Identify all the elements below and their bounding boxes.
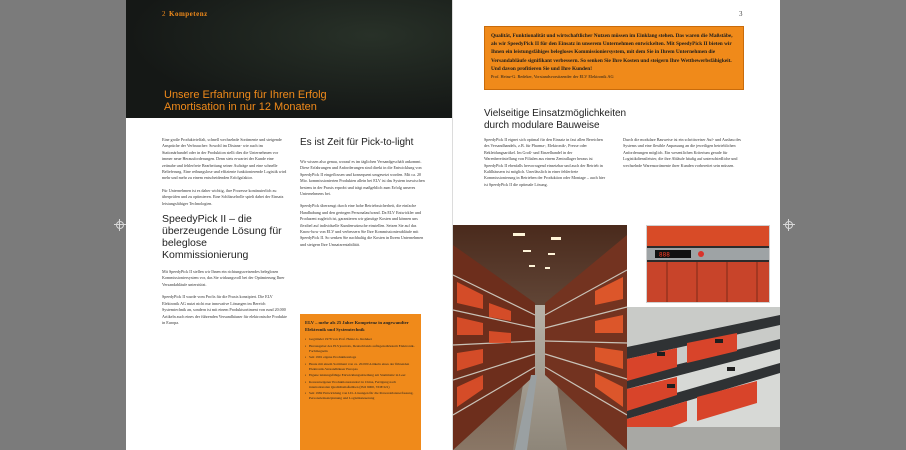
section-heading: Vielseitige Einsatzmöglichkeiten durch modulare Bauweise [484, 108, 627, 131]
company-facts-box [300, 314, 421, 450]
paragraph: SpeedyPick überzeugt durch eine hohe Betriebssicherheit, die einfache Handhabung und den geringen Personalaufwand. Da ELV Entwickler und Produzent zugleich ist, garantieren wir günstige Kosten und können uns flexibel auf individuelle Kundenwünsche einstellen. Setzen Sie auf das Know-how von ELV und verbessern Sie Ihre Kommissionierabläufe mit SpeedyPick II. So senken Sie nachhaltig die Kosten in Ihrem Unternehmen und steigern Ihre Umsatzrentabilität. [300, 203, 424, 247]
quote-text: Qualität, Funktionalität und wirtschaftlicher Nutzen müssen im Einklang stehen. Das waren die Maßstäbe, als wir SpeedyPick II für den Einsatz in unserem Unternehmen entwickelten. Mit SpeedyPick II bieten wir Ihnen ein leistungsfähiges belegloses Kommissioniersystem, mit dem Sie in Ihrem Unternehmen die Versandabläufe signifikant verbessern. So senken Sie Ihre Kosten und steigern Ihre Wettbewerbsfähigkeit. Und davon profitieren Sie und Ihre Kunden! [491, 33, 733, 72]
picking-rack-photo [627, 307, 780, 450]
warehouse-aisle-photo [453, 225, 627, 450]
right-column-2 [623, 137, 753, 175]
quote-author: Prof. Heinz-G. Redeker, Vorstandsvorsitzender der ELV Elektronik AG [491, 74, 614, 80]
left-column-2 [300, 137, 425, 254]
right-column-1 [484, 137, 606, 194]
list-item: ▪ Heute mit einem Sortiment von ca. 20.000 Artikeln eines der führenden Elektronik-Versandhäuser Europas [305, 362, 416, 372]
page-number-right: 3 [739, 10, 743, 18]
list-item: ▪ Seit 1991 eigene Produktkataloge [305, 355, 416, 360]
section-label: Kompetenz [169, 10, 208, 18]
list-item: ▪ Eigene leistungsfähige Entwicklungsabteilung am Stammsitz in Leer [305, 373, 416, 378]
hero-headline: Unsere Erfahrung für Ihren Erfolg [164, 89, 327, 101]
crop-mark-right [783, 219, 795, 231]
right-page [453, 0, 780, 450]
page-number-left [162, 10, 208, 18]
quote-box [484, 26, 744, 90]
left-page [126, 0, 453, 450]
list-item: ▪ Herausgeber des ELVjournals, Deutschlands auflagenstärkstem Elektronik-Fachmagazin [305, 344, 416, 354]
facts-title: ELV – mehr als 25 Jahre Kompetenz in angewandter Elektronik und Systemtechnik [305, 320, 409, 332]
section-heading: Es ist Zeit für Pick-to-light [300, 137, 414, 148]
crop-mark-left [114, 219, 126, 231]
page-number: 2 [162, 10, 166, 18]
list-item: ▪ Konzerneigener Produktionsstandort in China, Fertigung nach internationalen Qualitätsmaßstäben (ISO 9000, VDE/GS) [305, 380, 416, 390]
paragraph: Durch die modulare Bauweise ist ein schrittweiser Auf- und Ausbau des Systems und eine flexible Anpassung an die jeweiligen betrieblichen Anforderungen möglich. Ein wesentlichen Kriterium gerade für Logistikdienstleister, die ihre Abläufe häufig auf unterschiedliche und wechselnde Warensortimente ihrer Kunden vorbereitet sein müssen. [623, 137, 742, 168]
paragraph: Für Unternehmen ist es daher wichtig, ihre Prozesse kontinuierlich zu überprüfen und zu optimieren. Eine Schlüsselrolle spielt dabei der Einsatz leistungsfähiger Technologien. [162, 187, 284, 206]
facts-list [305, 337, 416, 401]
svg-text:888: 888 [659, 251, 670, 259]
left-column-1 [162, 137, 287, 332]
list-item: ▪ Seit 1982 Entwicklung von I.D.-Lösungen für die Personaldatenerfassung, Personaleinsatzplanung und Logistiksteuerung [305, 391, 416, 401]
section-heading: SpeedyPick II – die überzeugende Lösung für beleglose Kommissionierung [162, 213, 282, 262]
shelf-display-photo [646, 225, 770, 303]
paragraph: Wir wissen also genau, worauf es im täglichen Versandgeschäft ankommt. Diese Erfahrungen und Anforderungen sind direkt in die Entwicklung von SpeedyPick II eingeflossen und konsequent umgesetzt worden. Mit ca. 20 Mio. kommissionierten Produkten allein bei ELV ist das System inzwischen bestens in der Praxis erprobt und trägt maßgeblich zum Erfolg unseres Unternehmens bei. [300, 159, 425, 197]
paragraph: SpeedyPick II wurde vom Profis für die Praxis konzipiert. Die ELV Elektronik AG nutzt nicht nur innovative Lösungen im Bereich Systemtechnik an, sondern ist mit einem Produktsortiment von rund 20.000 Artikeln auch eines der führenden Versandhäuser für elektronische Produkte in Europa. [162, 294, 287, 325]
list-item: ▪ Gegründet 1978 von Prof. Heinz-G. Redeker [305, 337, 416, 342]
hero-banner [126, 0, 453, 118]
paragraph: Mit SpeedyPick II stellen wir Ihnen ein richtungsweisendes beleglosen Kommissioniersystem vor, das Sie wirkungsvoll bei der Optimierung Ihrer Versandabläufe unterstützt. [162, 269, 285, 287]
paragraph: SpeedyPick II eignet sich optimal für den Einsatz in fast allen Bereichen des Versandhandels, z.B. für Pharma-, Elektronik-, Presse oder Bekleidungsartikel. Im Groß- und Einzelhandel in der Warenbereitstellung von Filialen aus einem Zentrallager heraus ist SpeedyPick II ebenfalls hervorragend einsetzbar und auch der Betrieb in Kaltlhäusern ist möglich. Unerlässlich in einer fehlerfreie Kommissionierung in Betrieben der Produktion oder Montage – auch hier ist SpeedyPick II die optimale Lösung. [484, 137, 606, 187]
hero-subheadline: Amortisation in nur 12 Monaten [164, 101, 317, 113]
paragraph: Eine große Produktvielfalt, schnell wechselnde Sortimente und steigende Ansprüche der Verbraucher: Sowohl im Distanz- wie auch im Stationärhandel oder in der Produktion stellt dies die Unternehmen vor immer neue Herausforderungen. Denn stets erwartet der Kunde eine zeitnahe und fehlerfreie Bearbeitung seiner Aufträge und eine schnelle Belieferung. Eine reibungslose und effiziente funktionierende Logistik wird mehr und mehr zu einem entscheidenden Erfolgsfaktor. [162, 137, 287, 181]
